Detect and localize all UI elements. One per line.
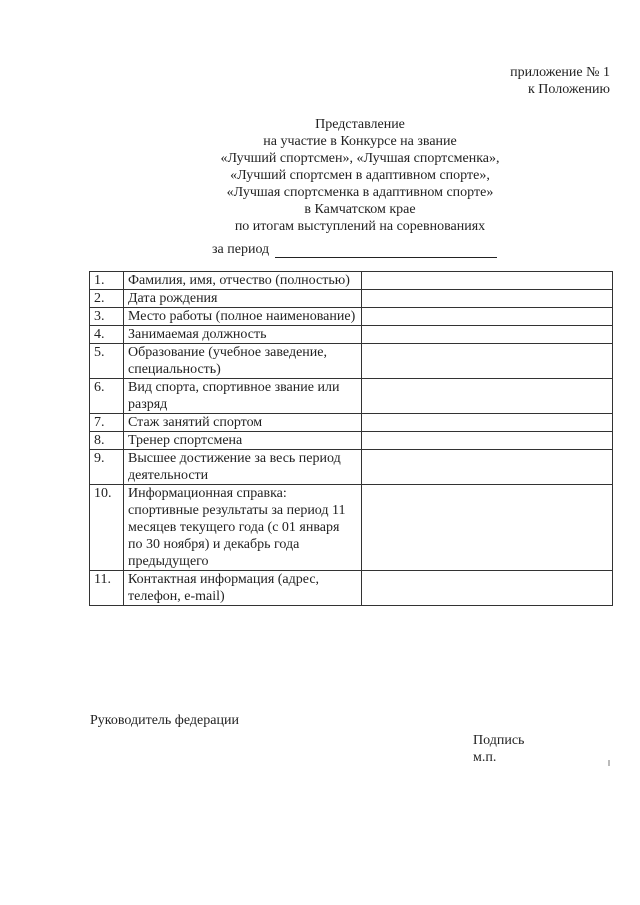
table-row bbox=[90, 308, 613, 326]
row-value-cell[interactable] bbox=[362, 571, 613, 606]
row-value-cell[interactable] bbox=[362, 308, 613, 326]
period-label: за период bbox=[212, 242, 270, 257]
row-number: 11. bbox=[90, 571, 124, 606]
row-label: Образование (учебное заведение, специальность) bbox=[124, 344, 362, 379]
document-title bbox=[190, 116, 530, 235]
table-row bbox=[90, 272, 613, 290]
appendix-line-1: приложение № 1 bbox=[510, 65, 610, 80]
row-value-cell[interactable] bbox=[362, 379, 613, 414]
row-label: Фамилия, имя, отчество (полностью) bbox=[124, 272, 362, 290]
table-row bbox=[90, 571, 613, 606]
federation-head-label: Руководитель федерации bbox=[90, 713, 239, 728]
row-number: 8. bbox=[90, 432, 124, 450]
title-line: «Лучший спортсмен», «Лучшая спортсменка», bbox=[220, 151, 500, 166]
signature-label: Подпись bbox=[473, 733, 525, 748]
stamp-label: м.п. bbox=[473, 750, 497, 765]
row-label: Тренер спортсмена bbox=[124, 432, 362, 450]
row-number: 7. bbox=[90, 414, 124, 432]
row-number: 9. bbox=[90, 450, 124, 485]
row-value-cell[interactable] bbox=[362, 414, 613, 432]
row-value-cell[interactable] bbox=[362, 432, 613, 450]
row-number: 6. bbox=[90, 379, 124, 414]
row-label: Стаж занятий спортом bbox=[124, 414, 362, 432]
table-row bbox=[90, 432, 613, 450]
title-line: на участие в Конкурсе на звание bbox=[263, 134, 457, 149]
row-number: 1. bbox=[90, 272, 124, 290]
row-value-cell[interactable] bbox=[362, 326, 613, 344]
period-line bbox=[212, 241, 497, 258]
signature-block bbox=[473, 732, 524, 766]
row-value-cell[interactable] bbox=[362, 272, 613, 290]
title-line: «Лучшая спортсменка в адаптивном спорте» bbox=[226, 185, 494, 200]
row-number: 4. bbox=[90, 326, 124, 344]
table-row bbox=[90, 379, 613, 414]
row-value-cell[interactable] bbox=[362, 485, 613, 571]
row-label: Вид спорта, спортивное звание или разряд bbox=[124, 379, 362, 414]
row-number: 3. bbox=[90, 308, 124, 326]
row-label: Место работы (полное наименование) bbox=[124, 308, 362, 326]
table-row bbox=[90, 290, 613, 308]
row-label: Контактная информация (адрес, телефон, e-mail) bbox=[124, 571, 362, 606]
row-number: 10. bbox=[90, 485, 124, 571]
nomination-form-table bbox=[89, 271, 613, 606]
row-label: Информационная справка: спортивные результаты за период 11 месяцев текущего года (с 01 января по 30 ноября) и декабрь года предыдущего bbox=[124, 485, 362, 571]
title-line: «Лучший спортсмен в адаптивном спорте», bbox=[230, 168, 490, 183]
table-row bbox=[90, 414, 613, 432]
row-value-cell[interactable] bbox=[362, 344, 613, 379]
row-number: 5. bbox=[90, 344, 124, 379]
table-row bbox=[90, 450, 613, 485]
row-number: 2. bbox=[90, 290, 124, 308]
period-blank-field[interactable] bbox=[275, 244, 497, 258]
table-row bbox=[90, 344, 613, 379]
title-line: в Камчатском крае bbox=[304, 202, 416, 217]
title-line: Представление bbox=[315, 117, 405, 132]
table-row bbox=[90, 485, 613, 571]
scan-speck bbox=[608, 760, 610, 766]
row-label: Занимаемая должность bbox=[124, 326, 362, 344]
row-value-cell[interactable] bbox=[362, 450, 613, 485]
row-label: Дата рождения bbox=[124, 290, 362, 308]
row-value-cell[interactable] bbox=[362, 290, 613, 308]
row-label: Высшее достижение за весь период деятельности bbox=[124, 450, 362, 485]
appendix-line-2: к Положению bbox=[527, 82, 610, 97]
table-row bbox=[90, 326, 613, 344]
title-line: по итогам выступлений на соревнованиях bbox=[234, 219, 486, 234]
appendix-note bbox=[510, 64, 610, 98]
